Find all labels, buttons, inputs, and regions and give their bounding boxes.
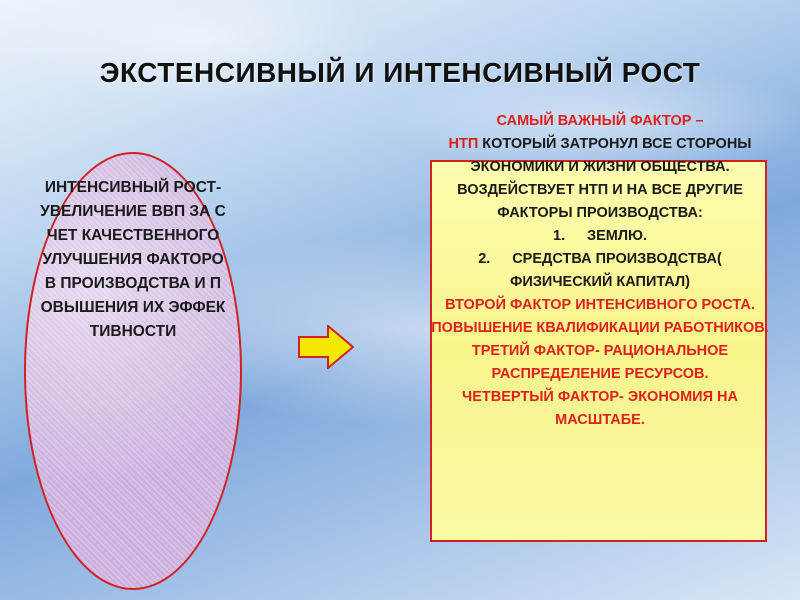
list-item: 2. СРЕДСТВА ПРОИЗВОДСТВА( ФИЗИЧЕСКИЙ КАПИТАЛ) bbox=[478, 251, 722, 290]
slide-title: ЭКСТЕНСИВНЫЙ И ИНТЕНСИВНЫЙ РОСТ bbox=[99, 57, 701, 88]
main-factor-label: САМЫЙ ВАЖНЫЙ ФАКТОР – bbox=[496, 113, 704, 129]
factors-list bbox=[430, 225, 770, 294]
list-item: 1. ЗЕМЛЮ. bbox=[553, 228, 647, 244]
second-factor: ВТОРОЙ ФАКТОР ИНТЕНСИВНОГО РОСТА. ПОВЫШЕНИЕ КВАЛИФИКАЦИИ РАБОТНИКОВ. bbox=[431, 297, 769, 336]
factors-intro bbox=[430, 110, 770, 225]
factors-text bbox=[430, 110, 770, 432]
third-factor: ТРЕТИЙ ФАКТОР- РАЦИОНАЛЬНОЕ РАСПРЕДЕЛЕНИЕ РЕСУРСОВ. bbox=[471, 343, 729, 382]
ntp-description: КОТОРЫЙ ЗАТРОНУЛ ВСЕ СТОРОНЫ ЭКОНОМИКИ И ЖИЗНИ ОБЩЕСТВА. ВОЗДЕЙСТВУЕТ НТП И НА ВСЕ ДРУГИЕ ФАКТОРЫ ПРОИЗВОДСТВА: bbox=[457, 136, 752, 221]
intensive-growth-definition: ИНТЕНСИВНЫЙ РОСТ- УВЕЛИЧЕНИЕ ВВП ЗА СЧЕТ КАЧЕСТВЕННОГО УЛУЧШЕНИЯ ФАКТОРОВ ПРОИЗВОДСТВА И ПОВЫШЕНИЯ ИХ ЭФФЕКТИВНОСТИ bbox=[40, 179, 226, 340]
fourth-factor: ЧЕТВЕРТЫЙ ФАКТОР- ЭКОНОМИЯ НА МАСШТАБЕ. bbox=[462, 389, 738, 428]
ntp-label: НТП bbox=[448, 136, 479, 152]
right-arrow-icon bbox=[298, 325, 354, 369]
